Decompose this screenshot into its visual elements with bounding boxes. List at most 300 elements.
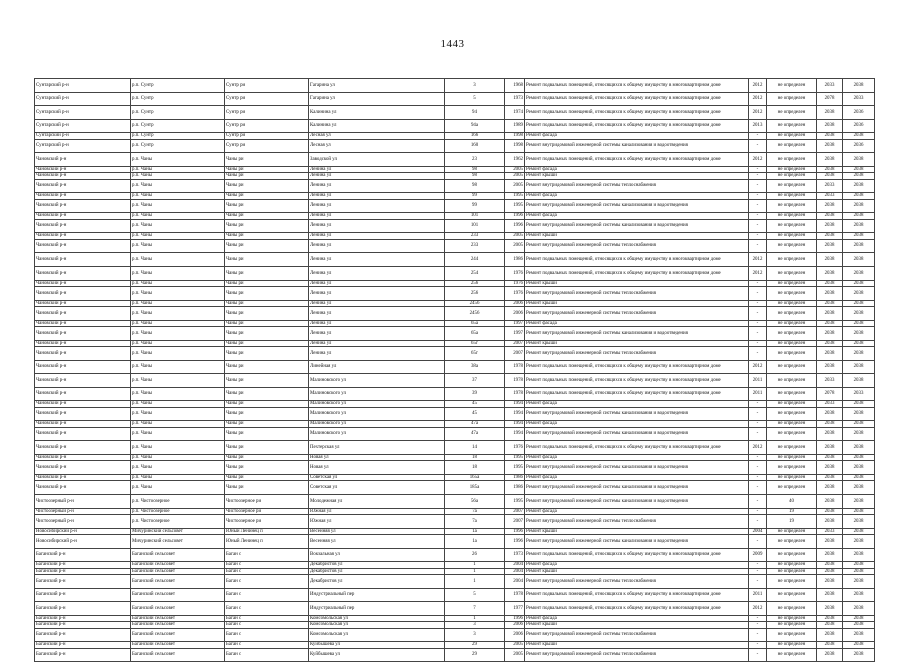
cell-district: Баганский р-н bbox=[35, 602, 131, 616]
cell-street: Куйбышева ул bbox=[309, 648, 445, 662]
cell-settlement: Мичуринский сельсовет bbox=[131, 534, 225, 548]
cell-plan-end: 2036 bbox=[843, 119, 875, 133]
cell-settlement: р.п. Чаны bbox=[131, 326, 225, 340]
cell-last-repair-year: - bbox=[749, 139, 767, 153]
cell-house: 47а bbox=[445, 421, 505, 427]
cell-cost: не определен bbox=[767, 534, 817, 548]
cell-plan-end: 2038 bbox=[843, 179, 875, 193]
cell-house: 233 bbox=[445, 239, 505, 253]
cell-year: 1976 bbox=[505, 286, 525, 300]
cell-cost: не определен bbox=[767, 474, 817, 480]
cell-house: 7 bbox=[445, 602, 505, 616]
cell-district: Баганский р-н bbox=[35, 562, 131, 568]
cell-cost: не определен bbox=[767, 461, 817, 475]
cell-house: 166 bbox=[445, 133, 505, 139]
cell-house: 23 bbox=[445, 153, 505, 167]
cell-year: 1977 bbox=[505, 602, 525, 616]
cell-settlement: р.п. Чистоозерное bbox=[131, 494, 225, 508]
cell-last-repair-year: - bbox=[749, 173, 767, 179]
page-number: 1443 bbox=[440, 38, 465, 50]
cell-district: Чановский р-н bbox=[35, 421, 131, 427]
cell-house: 94а bbox=[445, 119, 505, 133]
cell-house: 1а bbox=[445, 528, 505, 534]
cell-work-type: Ремонт подвальных помещений, относящихся к общему имуществу в многоквартирном доме bbox=[525, 106, 749, 120]
cell-work-type: Ремонт фасада bbox=[525, 401, 749, 407]
cell-cost: не определен bbox=[767, 374, 817, 388]
cell-last-repair-year: - bbox=[749, 474, 767, 480]
cell-year: 2006 bbox=[505, 300, 525, 306]
cell-plan-start: 2038 bbox=[817, 407, 843, 421]
cell-plan-end: 2038 bbox=[843, 534, 875, 548]
cell-plan-start: 2038 bbox=[817, 588, 843, 602]
cell-cost: не определен bbox=[767, 628, 817, 642]
cell-street: Ленина ул bbox=[309, 340, 445, 346]
cell-district: Сунтарский р-н bbox=[35, 119, 131, 133]
cell-work-type: Ремонт внутридомовой инженерной системы канализования и водоотведения bbox=[525, 481, 749, 495]
cell-house: 1 bbox=[445, 568, 505, 574]
cell-cost: не определен bbox=[767, 346, 817, 360]
cell-plan-start: 2038 bbox=[817, 219, 843, 233]
cell-work-type: Ремонт крыши bbox=[525, 642, 749, 648]
cell-settlement: р.п. Чаны bbox=[131, 286, 225, 300]
cell-year: 1962 bbox=[505, 153, 525, 167]
cell-plan-end: 2038 bbox=[843, 481, 875, 495]
cell-last-repair-year: 2012 bbox=[749, 253, 767, 267]
cell-plan-start: 2033 bbox=[817, 401, 843, 407]
cell-plan-start: 2038 bbox=[817, 233, 843, 239]
cell-house: 37 bbox=[445, 374, 505, 388]
cell-plan-start: 2038 bbox=[817, 166, 843, 172]
cell-plan-end: 2038 bbox=[843, 628, 875, 642]
cell-plan-start: 2038 bbox=[817, 119, 843, 133]
cell-plan-start: 2038 bbox=[817, 266, 843, 280]
cell-district: Баганский р-н bbox=[35, 628, 131, 642]
cell-work-type: Ремонт подвальных помещений, относящихся к общему имуществу в многоквартирном доме bbox=[525, 588, 749, 602]
cell-year: 2005 bbox=[505, 642, 525, 648]
cell-house: 98 bbox=[445, 179, 505, 193]
cell-plan-end: 2038 bbox=[843, 374, 875, 388]
cell-house: 3 bbox=[445, 628, 505, 642]
cell-house: 45 bbox=[445, 401, 505, 407]
cell-settlement: Баганский сельсовет bbox=[131, 568, 225, 574]
cell-work-type: Ремонт подвальных помещений, относящихся к общему имуществу в многоквартирном доме bbox=[525, 119, 749, 133]
cell-year: 1973 bbox=[505, 92, 525, 106]
cell-plan-start: 2038 bbox=[817, 508, 843, 514]
cell-plan-end: 2038 bbox=[843, 286, 875, 300]
cell-year: 1997 bbox=[505, 320, 525, 326]
cell-street: Молодежная ул bbox=[309, 494, 445, 508]
cell-locality: Баган с bbox=[225, 628, 309, 642]
cell-plan-end: 2038 bbox=[843, 79, 875, 93]
cell-street: Ленина ул bbox=[309, 346, 445, 360]
table-row bbox=[35, 461, 875, 475]
cell-street: Малиновского ул bbox=[309, 374, 445, 388]
cell-year: 1994 bbox=[505, 401, 525, 407]
cell-district: Сунтарский р-н bbox=[35, 106, 131, 120]
cell-cost: не определен bbox=[767, 173, 817, 179]
cell-settlement: р.п. Чаны bbox=[131, 374, 225, 388]
table-row bbox=[35, 179, 875, 193]
cell-year: 1997 bbox=[505, 326, 525, 340]
cell-year: 1974 bbox=[505, 106, 525, 120]
cell-year: 2005 bbox=[505, 179, 525, 193]
cell-house: 56а bbox=[445, 494, 505, 508]
cell-work-type: Ремонт внутридомовой инженерной системы теплоснабжения bbox=[525, 239, 749, 253]
cell-cost: не определен bbox=[767, 286, 817, 300]
cell-plan-start: 2038 bbox=[817, 173, 843, 179]
cell-plan-end: 2038 bbox=[843, 213, 875, 219]
cell-last-repair-year: - bbox=[749, 340, 767, 346]
cell-district: Чановский р-н bbox=[35, 401, 131, 407]
cell-district: Новосибирский р-н bbox=[35, 528, 131, 534]
cell-district: Баганский р-н bbox=[35, 574, 131, 588]
cell-settlement: р.п. Чистоозерное bbox=[131, 508, 225, 514]
cell-street: Новая ул bbox=[309, 461, 445, 475]
cell-street: Советская ул bbox=[309, 474, 445, 480]
cell-work-type: Ремонт внутридомовой инженерной системы канализования и водоотведения bbox=[525, 461, 749, 475]
cell-last-repair-year: - bbox=[749, 320, 767, 326]
cell-cost: не определен bbox=[767, 213, 817, 219]
cell-plan-start: 2038 bbox=[817, 628, 843, 642]
cell-work-type: Ремонт фасада bbox=[525, 421, 749, 427]
table-row bbox=[35, 92, 875, 106]
cell-work-type: Ремонт фасада bbox=[525, 508, 749, 514]
cell-house: 29 bbox=[445, 642, 505, 648]
cell-house: 165а bbox=[445, 474, 505, 480]
cell-locality: Чистоозерное ри bbox=[225, 508, 309, 514]
cell-work-type: Ремонт подвальных помещений, относящихся к общему имуществу в многоквартирном доме bbox=[525, 441, 749, 455]
cell-plan-end: 2038 bbox=[843, 193, 875, 199]
cell-street: Линейная ул bbox=[309, 360, 445, 374]
cell-year: 1978 bbox=[505, 374, 525, 388]
table-row bbox=[35, 266, 875, 280]
cell-district: Чановский р-н bbox=[35, 213, 131, 219]
cell-cost: не определен bbox=[767, 441, 817, 455]
cell-settlement: р.п. Чаны bbox=[131, 219, 225, 233]
cell-district: Чановский р-н bbox=[35, 193, 131, 199]
cell-street: Декабристов ул bbox=[309, 568, 445, 574]
table-row bbox=[35, 286, 875, 300]
cell-cost: не определен bbox=[767, 326, 817, 340]
cell-year: 1995 bbox=[505, 461, 525, 475]
cell-district: Чановский р-н bbox=[35, 481, 131, 495]
cell-plan-start: 2033 bbox=[817, 79, 843, 93]
cell-cost: не определен bbox=[767, 642, 817, 648]
cell-street: Комсомольская ул bbox=[309, 628, 445, 642]
cell-work-type: Ремонт крыши bbox=[525, 173, 749, 179]
cell-plan-end: 2038 bbox=[843, 340, 875, 346]
cell-work-type: Ремонт подвальных помещений, относящихся к общему имуществу в многоквартирном доме bbox=[525, 253, 749, 267]
cell-locality: Баган с bbox=[225, 562, 309, 568]
cell-district: Чановский р-н bbox=[35, 233, 131, 239]
cell-street: Весенняя ул bbox=[309, 534, 445, 548]
cell-district: Новосибирский р-н bbox=[35, 534, 131, 548]
cell-street: Пехтерская ул bbox=[309, 441, 445, 455]
cell-last-repair-year: - bbox=[749, 326, 767, 340]
cell-plan-start: 2038 bbox=[817, 534, 843, 548]
cell-work-type: Ремонт фасада bbox=[525, 615, 749, 621]
cell-settlement: р.п. Сунтр bbox=[131, 106, 225, 120]
cell-district: Чановский р-н bbox=[35, 454, 131, 460]
cell-cost: не определен bbox=[767, 119, 817, 133]
cell-year: 2007 bbox=[505, 340, 525, 346]
cell-last-repair-year: - bbox=[749, 427, 767, 441]
cell-house: 1 bbox=[445, 562, 505, 568]
cell-year: 1968 bbox=[505, 79, 525, 93]
cell-work-type: Ремонт внутридомовой инженерной системы теплоснабжения bbox=[525, 628, 749, 642]
cell-district: Сунтарский р-н bbox=[35, 133, 131, 139]
cell-work-type: Ремонт внутридомовой инженерной системы теплоснабжения bbox=[525, 286, 749, 300]
cell-plan-start: 2038 bbox=[817, 642, 843, 648]
cell-cost: не определен bbox=[767, 481, 817, 495]
cell-plan-start: 2033 bbox=[817, 528, 843, 534]
cell-cost: не определен bbox=[767, 300, 817, 306]
cell-settlement: р.п. Сунтр bbox=[131, 92, 225, 106]
cell-year: 1994 bbox=[505, 421, 525, 427]
cell-street: Ленина ул bbox=[309, 166, 445, 172]
cell-settlement: р.п. Чаны bbox=[131, 320, 225, 326]
cell-house: 101 bbox=[445, 219, 505, 233]
cell-house: 2456 bbox=[445, 300, 505, 306]
cell-plan-start: 2038 bbox=[817, 602, 843, 616]
cell-settlement: р.п. Чаны bbox=[131, 280, 225, 286]
cell-year: 1995 bbox=[505, 199, 525, 213]
cell-locality: Баган с bbox=[225, 642, 309, 648]
cell-work-type: Ремонт подвальных помещений, относящихся к общему имуществу в многоквартирном доме bbox=[525, 79, 749, 93]
cell-plan-start: 2038 bbox=[817, 153, 843, 167]
cell-work-type: Ремонт внутридомовой инженерной системы канализования и водоотведения bbox=[525, 494, 749, 508]
cell-street: Весенняя ул bbox=[309, 528, 445, 534]
cell-district: Сунтарский р-н bbox=[35, 79, 131, 93]
cell-cost: не определен bbox=[767, 454, 817, 460]
cell-settlement: р.п. Чаны bbox=[131, 179, 225, 193]
cell-cost: не определен bbox=[767, 528, 817, 534]
cell-locality: Чаны ри bbox=[225, 481, 309, 495]
cell-last-repair-year: 2012 bbox=[749, 106, 767, 120]
cell-last-repair-year: - bbox=[749, 179, 767, 193]
cell-locality: Сунтр ри bbox=[225, 133, 309, 139]
cell-house: 7а bbox=[445, 508, 505, 514]
cell-plan-end: 2038 bbox=[843, 427, 875, 441]
cell-last-repair-year: - bbox=[749, 648, 767, 662]
cell-settlement: р.п. Сунтр bbox=[131, 139, 225, 153]
cell-locality: Чаны ри bbox=[225, 153, 309, 167]
table-body bbox=[35, 79, 875, 662]
cell-settlement: Баганский сельсовет bbox=[131, 648, 225, 662]
cell-street: Ленина ул bbox=[309, 239, 445, 253]
cell-plan-end: 2038 bbox=[843, 421, 875, 427]
cell-settlement: р.п. Чаны bbox=[131, 239, 225, 253]
cell-district: Чановский р-н bbox=[35, 300, 131, 306]
cell-last-repair-year: - bbox=[749, 233, 767, 239]
cell-plan-end: 2038 bbox=[843, 615, 875, 621]
cell-locality: Юный Ленинец п bbox=[225, 528, 309, 534]
cell-year: 1986 bbox=[505, 253, 525, 267]
cell-locality: Чаны ри bbox=[225, 219, 309, 233]
cell-work-type: Ремонт фасада bbox=[525, 166, 749, 172]
cell-last-repair-year: - bbox=[749, 300, 767, 306]
cell-last-repair-year: 2004 bbox=[749, 528, 767, 534]
cell-plan-end: 2038 bbox=[843, 326, 875, 340]
table-row bbox=[35, 374, 875, 388]
cell-settlement: Баганский сельсовет bbox=[131, 622, 225, 628]
table-row bbox=[35, 253, 875, 267]
cell-district: Чановский р-н bbox=[35, 360, 131, 374]
cell-settlement: р.п. Чаны bbox=[131, 360, 225, 374]
cell-settlement: р.п. Чаны bbox=[131, 253, 225, 267]
cell-work-type: Ремонт крыши bbox=[525, 340, 749, 346]
cell-street: Заводской ул bbox=[309, 153, 445, 167]
cell-last-repair-year: - bbox=[749, 514, 767, 528]
cell-settlement: р.п. Чаны bbox=[131, 266, 225, 280]
cell-work-type: Ремонт крыши bbox=[525, 568, 749, 574]
cell-year: 1995 bbox=[505, 193, 525, 199]
cell-house: 18 bbox=[445, 461, 505, 475]
cell-street: Ленина ул bbox=[309, 286, 445, 300]
cell-locality: Сунтр ри bbox=[225, 119, 309, 133]
cell-work-type: Ремонт внутридомовой инженерной системы канализования и водоотведения bbox=[525, 326, 749, 340]
cell-district: Чистоозерный р-н bbox=[35, 508, 131, 514]
cell-house: 26 bbox=[445, 548, 505, 562]
cell-settlement: Баганский сельсовет bbox=[131, 642, 225, 648]
cell-settlement: Мичуринский сельсовет bbox=[131, 528, 225, 534]
cell-plan-start: 2038 bbox=[817, 474, 843, 480]
cell-street: Ленина ул bbox=[309, 300, 445, 306]
cell-settlement: р.п. Чаны bbox=[131, 387, 225, 401]
cell-plan-end: 2038 bbox=[843, 648, 875, 662]
cell-plan-start: 2038 bbox=[817, 574, 843, 588]
cell-work-type: Ремонт фасада bbox=[525, 133, 749, 139]
cell-district: Чановский р-н bbox=[35, 340, 131, 346]
cell-plan-end: 2038 bbox=[843, 320, 875, 326]
table-row bbox=[35, 441, 875, 455]
cell-cost: не определен bbox=[767, 360, 817, 374]
cell-work-type: Ремонт фасада bbox=[525, 193, 749, 199]
cell-settlement: Баганский сельсовет bbox=[131, 615, 225, 621]
cell-cost: не определен bbox=[767, 79, 817, 93]
cell-locality: Юный Ленинец п bbox=[225, 534, 309, 548]
cell-locality: Чаны ри bbox=[225, 387, 309, 401]
cell-plan-end: 2038 bbox=[843, 508, 875, 514]
cell-house: 244 bbox=[445, 253, 505, 267]
table-row bbox=[35, 534, 875, 548]
cell-plan-start: 2038 bbox=[817, 213, 843, 219]
cell-work-type: Ремонт подвальных помещений, относящихся к общему имуществу в многоквартирном доме bbox=[525, 360, 749, 374]
cell-cost: не определен bbox=[767, 306, 817, 320]
cell-street: Ленина ул bbox=[309, 199, 445, 213]
cell-plan-start: 2033 bbox=[817, 374, 843, 388]
cell-year: 1994 bbox=[505, 407, 525, 421]
cell-cost: не определен bbox=[767, 548, 817, 562]
cell-plan-end: 2038 bbox=[843, 494, 875, 508]
cell-cost: не определен bbox=[767, 562, 817, 568]
table-row bbox=[35, 574, 875, 588]
cell-cost: не определен bbox=[767, 133, 817, 139]
table-row bbox=[35, 306, 875, 320]
cell-street: Малиновского ул bbox=[309, 421, 445, 427]
cell-last-repair-year: 2011 bbox=[749, 387, 767, 401]
cell-house: 98 bbox=[445, 173, 505, 179]
cell-plan-start: 2038 bbox=[817, 300, 843, 306]
cell-settlement: Баганский сельсовет bbox=[131, 562, 225, 568]
cell-year: 2005 bbox=[505, 173, 525, 179]
cell-street: Ленина ул bbox=[309, 280, 445, 286]
cell-plan-start: 2038 bbox=[817, 320, 843, 326]
cell-year: 2004 bbox=[505, 562, 525, 568]
cell-last-repair-year: 2009 bbox=[749, 548, 767, 562]
cell-last-repair-year: - bbox=[749, 421, 767, 427]
cell-cost: не определен bbox=[767, 340, 817, 346]
cell-cost: не определен bbox=[767, 233, 817, 239]
cell-house: 3 bbox=[445, 79, 505, 93]
cell-house: 65а bbox=[445, 320, 505, 326]
cell-house: 5 bbox=[445, 92, 505, 106]
cell-plan-end: 2038 bbox=[843, 528, 875, 534]
cell-locality: Баган с bbox=[225, 622, 309, 628]
cell-last-repair-year: 2012 bbox=[749, 79, 767, 93]
cell-last-repair-year: - bbox=[749, 622, 767, 628]
cell-last-repair-year: - bbox=[749, 628, 767, 642]
cell-house: 1 bbox=[445, 574, 505, 588]
cell-year: 1994 bbox=[505, 427, 525, 441]
cell-year: 1978 bbox=[505, 588, 525, 602]
cell-cost: не определен bbox=[767, 622, 817, 628]
table-row bbox=[35, 239, 875, 253]
cell-district: Чановский р-н bbox=[35, 326, 131, 340]
cell-street: Куйбышева ул bbox=[309, 642, 445, 648]
cell-district: Чановский р-н bbox=[35, 441, 131, 455]
cell-cost: не определен bbox=[767, 387, 817, 401]
cell-plan-end: 2038 bbox=[843, 588, 875, 602]
cell-locality: Чаны ри bbox=[225, 340, 309, 346]
table-row bbox=[35, 427, 875, 441]
cell-district: Сунтарский р-н bbox=[35, 139, 131, 153]
cell-settlement: р.п. Чаны bbox=[131, 421, 225, 427]
cell-house: 254 bbox=[445, 266, 505, 280]
cell-last-repair-year: - bbox=[749, 193, 767, 199]
cell-year: 2006 bbox=[505, 306, 525, 320]
cell-work-type: Ремонт внутридомовой инженерной системы канализования и водоотведения bbox=[525, 219, 749, 233]
cell-district: Баганский р-н bbox=[35, 548, 131, 562]
cell-last-repair-year: - bbox=[749, 280, 767, 286]
table-row bbox=[35, 407, 875, 421]
cell-house: 256 bbox=[445, 280, 505, 286]
cell-settlement: р.п. Чаны bbox=[131, 340, 225, 346]
cell-district: Баганский р-н bbox=[35, 642, 131, 648]
cell-house: 233 bbox=[445, 233, 505, 239]
cell-cost: не определен bbox=[767, 179, 817, 193]
cell-year: 1995 bbox=[505, 494, 525, 508]
cell-locality: Баган с bbox=[225, 602, 309, 616]
cell-year: 1996 bbox=[505, 528, 525, 534]
cell-last-repair-year: - bbox=[749, 454, 767, 460]
cell-plan-end: 2038 bbox=[843, 562, 875, 568]
cell-plan-start: 2038 bbox=[817, 421, 843, 427]
cell-street: Калинина ул bbox=[309, 119, 445, 133]
cell-street: Ленина ул bbox=[309, 306, 445, 320]
cell-district: Баганский р-н bbox=[35, 568, 131, 574]
cell-last-repair-year: 2012 bbox=[749, 441, 767, 455]
cell-cost: не определен bbox=[767, 266, 817, 280]
cell-locality: Баган с bbox=[225, 568, 309, 574]
cell-house: 7а bbox=[445, 514, 505, 528]
cell-plan-start: 2038 bbox=[817, 454, 843, 460]
cell-last-repair-year: 2012 bbox=[749, 602, 767, 616]
cell-work-type: Ремонт подвальных помещений, относящихся к общему имуществу в многоквартирном доме bbox=[525, 374, 749, 388]
cell-settlement: Баганский сельсовет bbox=[131, 548, 225, 562]
cell-plan-end: 2038 bbox=[843, 407, 875, 421]
cell-last-repair-year: - bbox=[749, 534, 767, 548]
